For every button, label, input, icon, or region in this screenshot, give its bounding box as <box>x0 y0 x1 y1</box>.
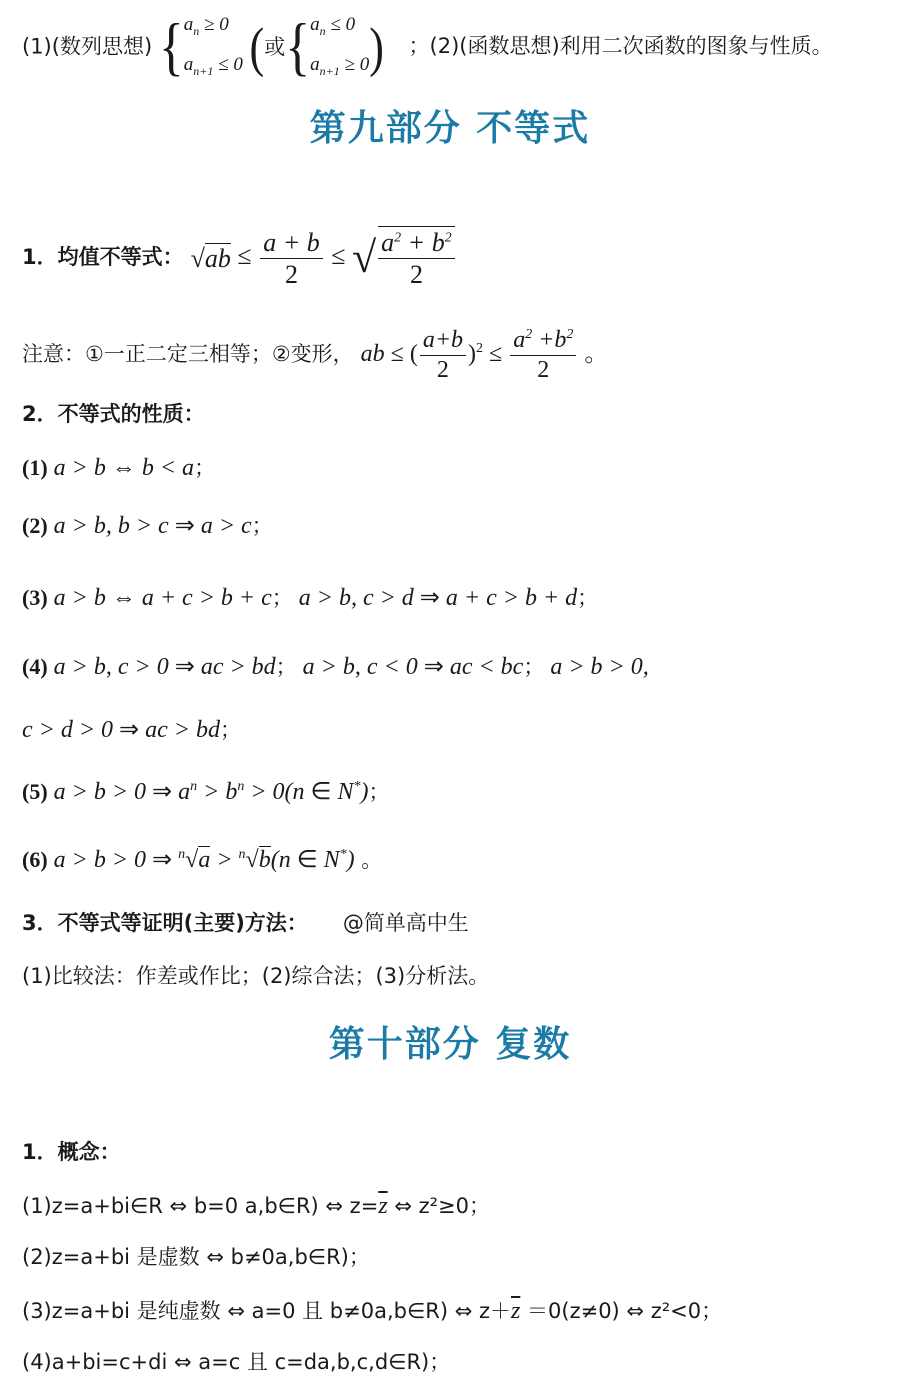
item3-label: 3．不等式等证明(主要)方法： <box>22 911 308 935</box>
top-suffix: ；(2)(函数思想)利用二次函数的图象与性质。 <box>408 34 833 59</box>
item3-line <box>22 911 469 937</box>
complex-3: (3)z=a+bi 是纯虚数 ⇔ a=0 且 b≠0a,b∈R) ⇔ $z+\overline{z} =0(z\ne 0)$ ⇔ z²<0； <box>22 1298 723 1324</box>
property-4: (4) a > b, c > 0 ⇒ ac > bd； a > b, c < 0 ⇒ ac < bc； a > b > 0, <box>22 654 649 680</box>
am-gm-line <box>22 226 457 290</box>
property-6: (6) a > b > 0 ⇒ $^n$√a > $^n$√b(n ∈ N*) 。 <box>22 847 383 873</box>
am-gm-formula: √ab ≤ $\frac{a + b}{2}$ ≤ √ $\frac{a^2 + b^2}{2}$ <box>191 241 457 270</box>
sequence-system-2: ( 或 { $a_n \le 0$ $a_{n+1} \ge 0$ ) <box>249 11 384 83</box>
note-text: 注意：①一正二定三相等；②变形， <box>22 341 354 366</box>
property-1: (1) a > b ⇔ b < a； <box>22 455 216 481</box>
complex-2: (2)z=a+bi 是虚数 ⇔ b≠0a,b∈R)； <box>22 1245 370 1269</box>
prop-2-index: (2) <box>22 513 48 538</box>
sequence-system-1: { $a_n \ge 0$ $a_{n+1} \le 0$ <box>158 11 243 83</box>
complex-1: (1)z=a+bi∈R ⇔ b=0 a,b∈R) ⇔ $z=\overline{z}$ ⇔ z²≥0； <box>22 1193 491 1219</box>
note-line <box>22 326 608 385</box>
or-label: 或 <box>264 35 286 60</box>
property-5: (5) a > b > 0 ⇒ $a^n > b^n > 0(n$ ∈ N*)； <box>22 779 390 805</box>
top-line <box>22 8 833 88</box>
prop-3-index: (3) <box>22 585 48 610</box>
prop-4-index: (4) <box>22 654 48 679</box>
property-4-cont: c > d > 0 ⇒ ac > bd； <box>22 717 242 743</box>
complex-4: (4)a+bi=c+di ⇔ a=c 且 c=da,b,c,d∈R)； <box>22 1350 451 1374</box>
prop-1-index: (1) <box>22 455 48 480</box>
note-formula: ab ≤ ( $\frac{a+b}{2}$ )$^2$ ≤ $\frac{a^2 +b^2}{2}$ 。 <box>360 327 609 383</box>
proof-methods: (1)比较法：作差或作比；(2)综合法；(3)分析法。 <box>22 964 490 988</box>
property-3: (3) a > b ⇔ a + c > b + c； a > b, c > d ⇒ a + c > b + d； <box>22 585 599 611</box>
prop-6-index: (6) <box>22 847 48 872</box>
section-title-inequality: 第九部分 不等式 <box>309 108 591 149</box>
watermark-handle: @简单高中生 <box>342 911 469 935</box>
concept-label: 1．概念： <box>22 1140 121 1164</box>
section-title-complex: 第十部分 复数 <box>328 1024 572 1065</box>
item2-label: 2．不等式的性质： <box>22 402 205 426</box>
prop-5-index: (5) <box>22 779 48 804</box>
top-prefix: (1)(数列思想) <box>22 34 153 59</box>
property-2: (2) a > b, b > c ⇒ a > c； <box>22 513 273 539</box>
item1-label: 1．均值不等式： <box>22 245 184 270</box>
